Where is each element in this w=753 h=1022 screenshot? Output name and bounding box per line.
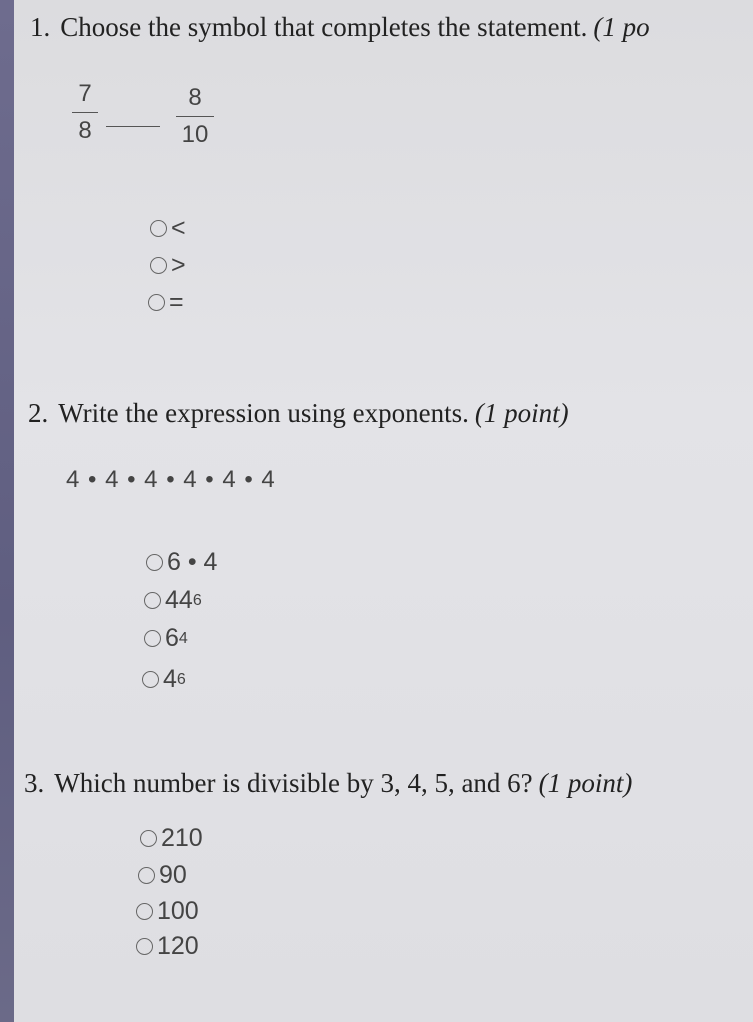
radio-button[interactable] [144,630,161,647]
option-label: 210 [161,824,203,852]
q2-option-c[interactable] [144,624,188,653]
fraction-denominator: 10 [181,121,209,148]
q2-option-d[interactable] [142,665,186,694]
fraction-left [72,80,98,145]
radio-button[interactable] [150,257,167,274]
option-base: 4 [163,665,177,693]
question-3-title [24,768,632,799]
radio-button[interactable] [136,938,153,955]
option-base: 44 [165,586,193,614]
q3-option-210[interactable] [140,824,203,853]
radio-button[interactable] [138,867,155,884]
option-exponent: 4 [178,629,188,647]
fraction-numerator: 7 [78,80,92,107]
q3-option-100[interactable] [136,897,199,926]
option-label: < [171,214,186,242]
question-prompt: Which number is divisible by 3, 4, 5, and 6? [54,768,533,798]
q3-option-90[interactable] [138,861,187,890]
q3-option-120[interactable] [136,932,199,961]
fraction-bar [72,112,98,113]
option-base: 6 [165,624,179,652]
q2-option-a[interactable] [146,548,217,577]
option-label: 100 [157,897,199,925]
fraction-right [176,84,214,149]
q1-option-less-than[interactable] [150,214,186,243]
comparison-blank [106,126,160,127]
radio-button[interactable] [144,592,161,609]
option-label: > [171,251,186,279]
option-label: = [169,288,184,316]
radio-button[interactable] [150,220,167,237]
radio-button[interactable] [140,830,157,847]
q1-option-greater-than[interactable] [150,251,186,280]
expression: 4 • 4 • 4 • 4 • 4 • 4 [66,466,276,493]
fraction-bar [176,116,214,117]
question-points: (1 po [593,12,650,42]
fraction-denominator: 8 [78,117,92,144]
q1-option-equal[interactable] [148,288,184,317]
option-exponent: 6 [176,670,186,688]
question-prompt: Choose the symbol that completes the statement. [60,12,588,42]
question-number: 2. [28,398,49,428]
radio-button[interactable] [136,903,153,920]
radio-button[interactable] [146,554,163,571]
question-number: 1. [30,12,51,42]
option-label: 90 [159,861,187,889]
question-2-title [28,398,569,429]
question-1-title [30,12,650,43]
q2-option-b[interactable] [144,586,202,615]
question-points: (1 point) [538,768,633,798]
question-prompt: Write the expression using exponents. [58,398,469,428]
option-exponent: 6 [192,591,202,609]
radio-button[interactable] [148,294,165,311]
fraction-numerator: 8 [188,84,202,111]
radio-button[interactable] [142,671,159,688]
option-label: 6 • 4 [167,548,218,576]
option-label: 120 [157,932,199,960]
question-number: 3. [24,768,45,798]
question-points: (1 point) [474,398,569,428]
left-edge-bar [0,0,14,1022]
